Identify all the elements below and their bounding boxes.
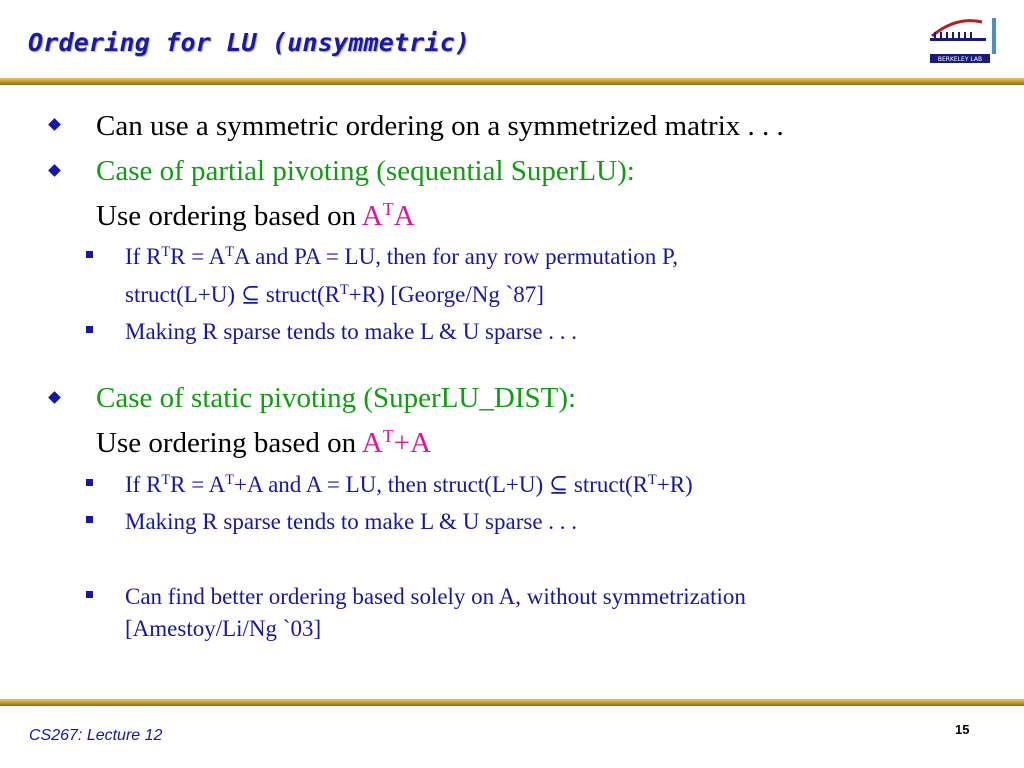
slide-title: Ordering for LU (unsymmetric) <box>28 28 471 57</box>
diamond-bullet-icon <box>48 391 61 404</box>
ordering-ata-line: Use ordering based on $A^TA$ <box>96 199 415 232</box>
square-bullet-icon <box>86 479 93 486</box>
sub-bullet-r-sparse-2: Making R sparse tends to make L & U sparse . . . <box>125 509 578 534</box>
sub-bullet-rtr-ata: If $R^TR = A^TA$ and PA = LU, then for any row permutation P, <box>125 244 678 269</box>
header-rule <box>0 78 1024 85</box>
slide-number: 15 <box>955 722 970 737</box>
svg-text:BERKELEY LAB: BERKELEY LAB <box>937 56 983 63</box>
bullet-symmetric-ordering: Can use a symmetric ordering on a symmetrized matrix . . . <box>96 110 784 142</box>
diamond-bullet-icon <box>48 118 61 131</box>
ordering-at-plus-a-line: Use ordering based on $A^T+A$ <box>96 426 432 459</box>
berkeley-lab-logo <box>926 14 1004 66</box>
footer-course: CS267: Lecture 12 <box>29 727 163 744</box>
sub-bullet-better-ordering: Can find better ordering based solely on A, without symmetrization <box>125 584 746 609</box>
sub-bullet-r-sparse-1: Making R sparse tends to make L & U sparse . . . <box>125 319 578 344</box>
amestoy-li-ng-citation: [Amestoy/Li/Ng `03] <box>125 616 322 641</box>
square-bullet-icon <box>86 251 93 258</box>
sub-bullet-rtr-at-plus-a: If $R^TR = A^T+A$ and A = LU, then struct(L+U) ⊆ $struct(R^T+R)$ <box>125 472 693 497</box>
diamond-bullet-icon <box>48 164 61 177</box>
square-bullet-icon <box>86 516 93 523</box>
square-bullet-icon <box>86 326 93 333</box>
square-bullet-icon <box>86 591 93 598</box>
footer-rule <box>0 699 1024 706</box>
sub-bullet-struct-george-ng: struct(L+U) ⊆ $struct(R^T+R)$ [George/Ng `87] <box>125 282 544 307</box>
subseteq-symbol: ⊆ <box>240 282 261 307</box>
bullet-partial-pivoting: Case of partial pivoting (sequential SuperLU): <box>96 155 635 187</box>
bullet-static-pivoting: Case of static pivoting (SuperLU_DIST): <box>96 382 577 414</box>
subseteq-symbol: ⊆ <box>548 472 569 497</box>
